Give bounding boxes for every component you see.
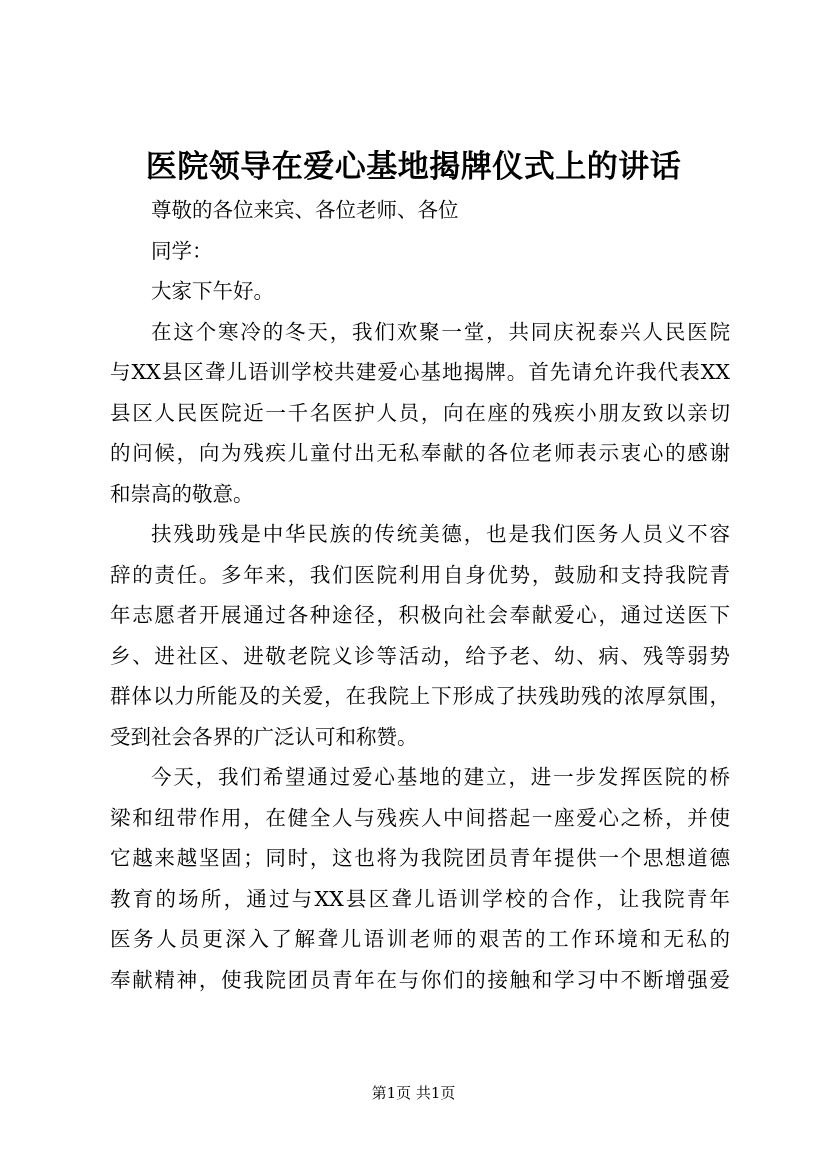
text-line: 与XX县区聋儿语训学校共建爱心基地揭牌。首先请允许我代表XX: [110, 360, 730, 384]
text-line: 乡、进社区、进敬老院义诊等活动，给予老、幼、病、残等弱势: [110, 643, 730, 668]
text-line: 它越来越坚固；同时，这也将为我院团员青年提供一个思想道德: [110, 846, 730, 870]
text-line: 群体以力所能及的关爱，在我院上下形成了扶残助残的浓厚氛围，: [110, 684, 730, 708]
text-line: 扶残助残是中华民族的传统美德，也是我们医务人员义不容: [151, 522, 730, 546]
text-line: 大家下午好。: [151, 279, 274, 303]
text-line: 奉献精神，使我院团员青年在与你们的接触和学习中不断增强爱: [110, 967, 730, 992]
text-line: 同学：: [151, 238, 213, 263]
text-line: 受到社会各界的广泛认可和称赞。: [110, 724, 418, 749]
text-line: 梁和纽带作用，在健全人与残疾人中间搭起一座爱心之桥，并使: [110, 805, 730, 830]
document-body: [110, 190, 730, 1000]
page-footer: 第1页 共1页: [371, 1084, 456, 1102]
text-line: 和崇高的敬意。: [110, 481, 254, 506]
text-line: 教育的场所，通过与XX县区聋儿语训学校的合作，让我院青年: [110, 886, 730, 911]
text-line: 的问候，向为残疾儿童付出无私奉献的各位老师表示衷心的感谢: [110, 441, 730, 465]
text-line: 年志愿者开展通过各种途径，积极向社会奉献爱心，通过送医下: [110, 603, 730, 627]
text-line: 尊敬的各位来宾、各位老师、各位: [151, 198, 459, 222]
text-line: 在这个寒冷的冬天，我们欢聚一堂，共同庆祝泰兴人民医院: [151, 319, 730, 344]
text-line: 县区人民医院近一千名医护人员，向在座的残疾小朋友致以亲切: [110, 400, 730, 425]
document-title: 医院领导在爱心基地揭牌仪式上的讲话: [145, 149, 682, 185]
text-line: 今天，我们希望通过爱心基地的建立，进一步发挥医院的桥: [151, 765, 730, 789]
text-line: 医务人员更深入了解聋儿语训老师的艰苦的工作环境和无私的: [110, 927, 730, 951]
text-line: 辞的责任。多年来，我们医院利用自身优势，鼓励和支持我院青: [110, 562, 730, 587]
